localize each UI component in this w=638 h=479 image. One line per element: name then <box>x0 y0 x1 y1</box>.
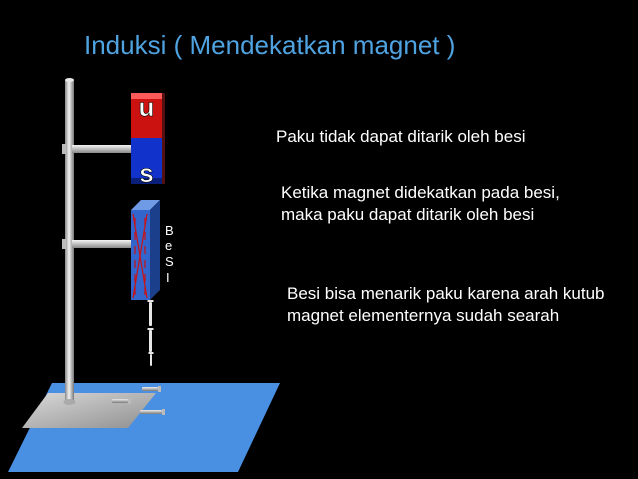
text-statement-3: Besi bisa menarik paku karena arah kutub magnet elementernya sudah searah <box>287 284 605 325</box>
iron-block <box>131 200 174 300</box>
stand-rod-cap <box>65 78 74 82</box>
magnet-north-label: u <box>138 92 155 122</box>
lower-arm <box>72 240 132 248</box>
slide-title: Induksi ( Mendekatkan magnet ) <box>84 30 456 60</box>
upper-arm <box>72 145 134 153</box>
iron-label-i: I <box>166 270 170 285</box>
iron-label-s: S <box>165 254 174 269</box>
text-statement-1: Paku tidak dapat ditarik oleh besi <box>276 127 526 146</box>
iron-label-e: e <box>165 238 173 253</box>
text-statement-2: Ketika magnet didekatkan pada besi, maka paku dapat ditarik oleh besi <box>281 183 560 224</box>
stand-rod-foot <box>64 399 76 405</box>
nail-chain <box>148 300 154 366</box>
iron-label-b: B <box>165 223 174 238</box>
magnet-south-label: s <box>139 158 154 188</box>
